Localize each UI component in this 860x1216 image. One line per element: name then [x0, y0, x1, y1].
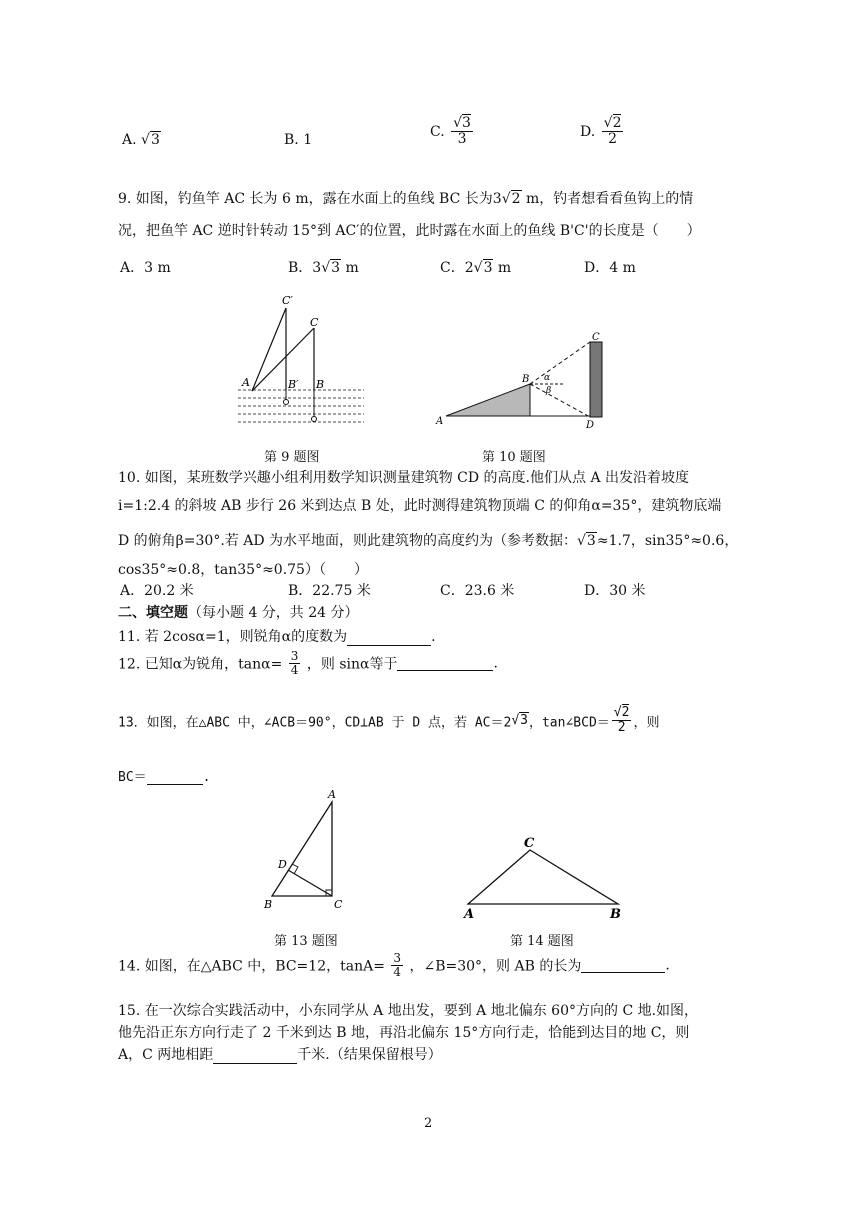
figure-10-caption: 第 10 题图 — [482, 450, 546, 465]
figure-10 — [432, 330, 612, 434]
q9-line2: 况，把鱼竿 AC 逆时针转动 15°到 AC′的位置，此时露在水面上的鱼线 B'C'的长度是（ ） — [118, 223, 701, 239]
q15-line3: A，C 两地相距 千米.（结果保留根号） — [118, 1047, 442, 1063]
svg-text:B: B — [522, 374, 530, 385]
answer-blank[interactable] — [147, 770, 203, 785]
q9-option-a: A．3 m — [120, 260, 171, 276]
q13-line1: 13．如图，在△ABC 中，∠ACB＝90°，CD⊥AB 于 D 点，若 AC＝2√3，tan∠BCD＝ $\frac{√2}{2}$ ，则 — [118, 705, 660, 736]
figure-13-caption: 第 13 题图 — [274, 934, 338, 949]
svg-text:B: B — [316, 378, 325, 391]
figure-14 — [456, 834, 632, 920]
svg-text:A: A — [436, 416, 444, 427]
q10-line1: 10. 如图，某班数学兴趣小组利用数学知识测量建筑物 CD 的高度.他们从点 A 出发沿着坡度 — [118, 470, 690, 486]
figure-13 — [256, 788, 356, 912]
q8-option-c: C. $\frac{√3}{3}$ — [430, 115, 471, 148]
svg-text:C: C — [310, 316, 319, 329]
svg-text:D: D — [586, 420, 595, 431]
section-heading: 二、填空题（每小题 4 分，共 24 分） — [118, 605, 359, 621]
q10-line3: D 的俯角β=30°.若 AD 为水平地面，则此建筑物的高度约为（参考数据：√3≈1.7，sin35°≈0.6， — [118, 533, 739, 549]
fraction: $\frac{3}{4}$ — [290, 649, 299, 678]
svg-text:C: C — [524, 836, 535, 851]
svg-text:C: C — [334, 898, 343, 911]
q10-option-b: B．22.75 米 — [288, 583, 371, 599]
svg-text:B′: B′ — [288, 378, 299, 391]
svg-text:A: A — [242, 376, 250, 389]
q13-line2: BC＝ . — [118, 770, 211, 785]
svg-text:C: C — [592, 332, 600, 343]
q15-line2: 他先沿正东方向行走了 2 千米到达 B 地，再沿北偏东 15°方向行走，恰能到达目的地 C，则 — [118, 1025, 690, 1041]
q10-option-c: C．23.6 米 — [440, 583, 515, 599]
q8-option-b: B. 1 — [284, 132, 313, 148]
svg-text:α: α — [544, 373, 551, 383]
q10-option-d: D．30 米 — [584, 583, 646, 599]
q8-option-a: A. √3 — [122, 132, 160, 148]
q10-line4: cos35°≈0.8，tan35°≈0.75）（ ） — [118, 562, 368, 578]
fraction: $\frac{√2}{2}$ — [603, 115, 622, 148]
figure-14-caption: 第 14 题图 — [510, 934, 574, 949]
q8-option-d: D. $\frac{√2}{2}$ — [580, 115, 622, 148]
answer-blank[interactable] — [347, 631, 431, 646]
q12: 12. 已知α为锐角，tanα= $\frac{3}{4}$ ，则 sinα等于 . — [118, 649, 498, 678]
answer-blank[interactable] — [213, 1049, 297, 1064]
answer-blank[interactable] — [397, 656, 493, 671]
svg-text:A: A — [328, 788, 336, 801]
figure-9 — [236, 292, 366, 432]
q14: 14. 如图，在△ABC 中，BC=12，tanA= $\frac{3}{4}$ ，∠B=30°，则 AB 的长为 . — [118, 951, 670, 980]
q11: 11. 若 2cosα=1，则锐角α的度数为 . — [118, 629, 436, 645]
q10-line2: i=1:2.4 的斜坡 AB 步行 26 米到达点 B 处，此时测得建筑物顶端 C 的仰角α=35°，建筑物底端 — [118, 498, 722, 514]
sqrt-symbol: √3 — [141, 132, 160, 148]
answer-blank[interactable] — [581, 958, 665, 973]
svg-text:D: D — [278, 858, 287, 871]
svg-text:β: β — [546, 386, 552, 396]
q9-option-b: B．3√3 m — [288, 260, 359, 276]
page-number: 2 — [424, 1116, 433, 1131]
svg-text:C′: C′ — [282, 294, 293, 307]
fraction: $\frac{√3}{3}$ — [453, 115, 471, 148]
q10-option-a: A．20.2 米 — [120, 583, 194, 599]
svg-text:B: B — [610, 907, 621, 920]
q9-line1: 9. 如图，钓鱼竿 AC 长为 6 m，露在水面上的鱼线 BC 长为3√2 m，钓者想看看鱼钩上的情 — [118, 191, 694, 207]
q15-line1: 15. 在一次综合实践活动中，小东同学从 A 地出发，要到 A 地北偏东 60°方向的 C 地.如图， — [118, 1003, 699, 1019]
fraction: $\frac{3}{4}$ — [393, 951, 402, 980]
q9-option-c: C．2√3 m — [440, 260, 512, 276]
svg-text:B: B — [264, 898, 273, 911]
fraction: $\frac{√2}{2}$ — [613, 705, 630, 736]
q9-option-d: D．4 m — [584, 260, 636, 276]
figure-9-caption: 第 9 题图 — [264, 450, 320, 465]
svg-text:A: A — [464, 907, 475, 920]
